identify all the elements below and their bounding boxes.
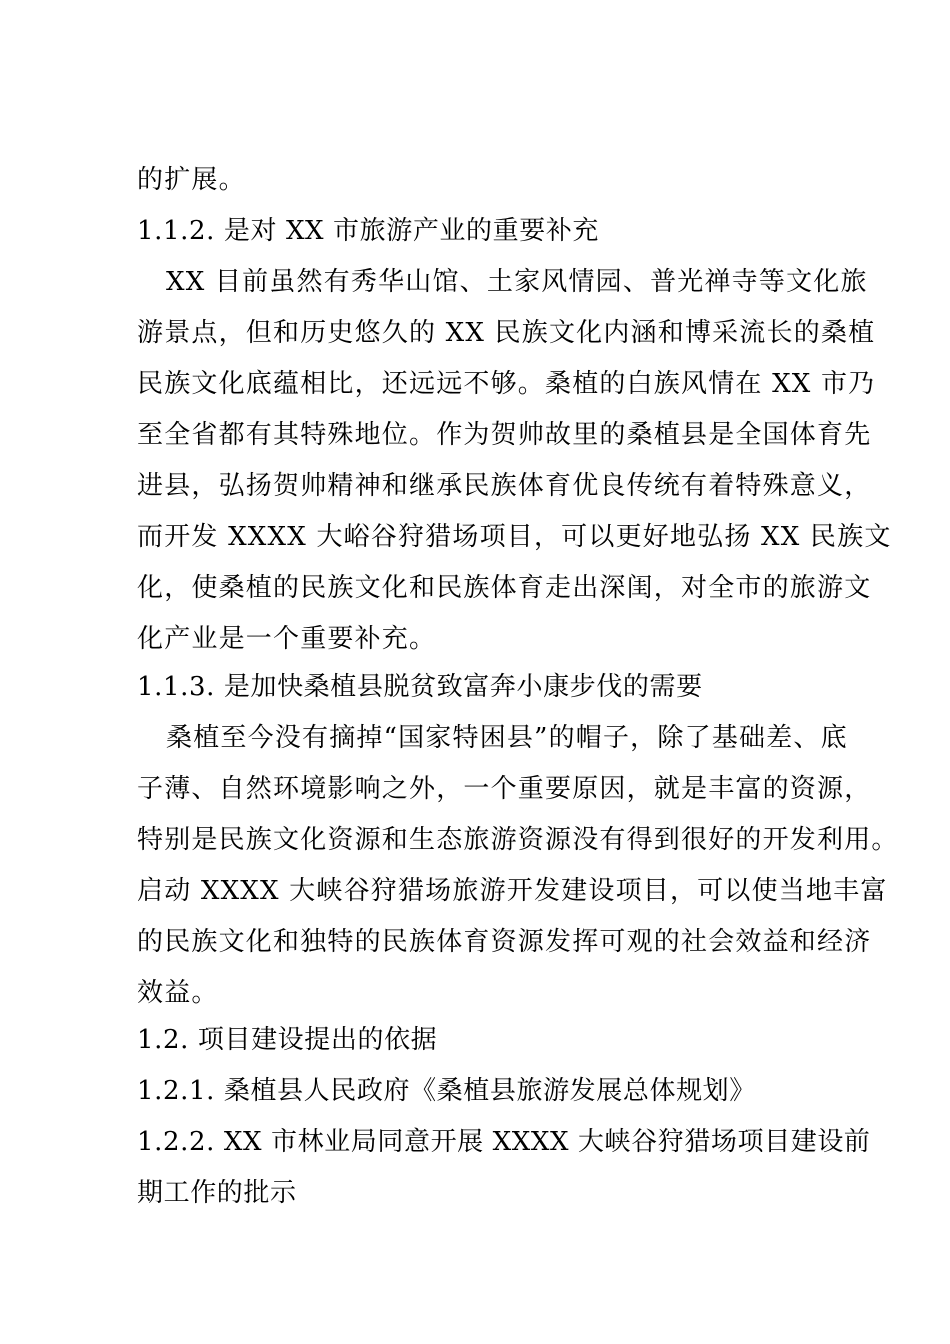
paragraph-line: 而开发 XXXX 大峪谷狩猎场项目，可以更好地弘扬 XX 民族文 (137, 522, 892, 552)
paragraph-line: 效益。 (137, 978, 219, 1008)
section-heading-1-1-3: 1.1.3. 是加快桑植县脱贫致富奔小康步伐的需要 (137, 672, 703, 702)
paragraph-line: 至全省都有其特殊地位。作为贺帅故里的桑植县是全国体育先 (137, 420, 872, 450)
section-heading-1-2: 1.2. 项目建设提出的依据 (137, 1025, 438, 1055)
paragraph-line: 化产业是一个重要补充。 (137, 624, 437, 654)
paragraph-continuation-line: 的扩展。 (137, 165, 246, 195)
paragraph-line: XX 目前虽然有秀华山馆、土家风情园、普光禅寺等文化旅 (166, 267, 868, 297)
section-heading-1-2-2: 1.2.2. XX 市林业局同意开展 XXXX 大峡谷狩猎场项目建设前 (137, 1127, 871, 1157)
paragraph-line: 民族文化底蕴相比，还远远不够。桑植的白族风情在 XX 市乃 (137, 369, 876, 399)
paragraph-line: 启动 XXXX 大峡谷狩猎场旅游开发建设项目，可以使当地丰富 (137, 876, 888, 906)
section-heading-1-2-2-continuation: 期工作的批示 (137, 1178, 297, 1208)
paragraph-line: 的民族文化和独特的民族体育资源发挥可观的社会效益和经济 (137, 927, 872, 957)
section-heading-1-2-1: 1.2.1. 桑植县人民政府《桑植县旅游发展总体规划》 (137, 1076, 756, 1106)
section-heading-1-1-2: 1.1.2. 是对 XX 市旅游产业的重要补充 (137, 216, 600, 246)
paragraph-line: 游景点，但和历史悠久的 XX 民族文化内涵和博采流长的桑植 (137, 318, 876, 348)
paragraph-line: 特别是民族文化资源和生态旅游资源没有得到很好的开发利用。 (137, 825, 899, 855)
paragraph-line: 化，使桑植的民族文化和民族体育走出深闺，对全市的旅游文 (137, 573, 872, 603)
paragraph-line: 进县，弘扬贺帅精神和继承民族体育优良传统有着特殊意义， (137, 471, 872, 501)
paragraph-line: 子薄、自然环境影响之外，一个重要原因，就是丰富的资源， (137, 774, 872, 804)
paragraph-line: 桑植至今没有摘掉“国家特困县”的帽子，除了基础差、底 (166, 723, 848, 753)
